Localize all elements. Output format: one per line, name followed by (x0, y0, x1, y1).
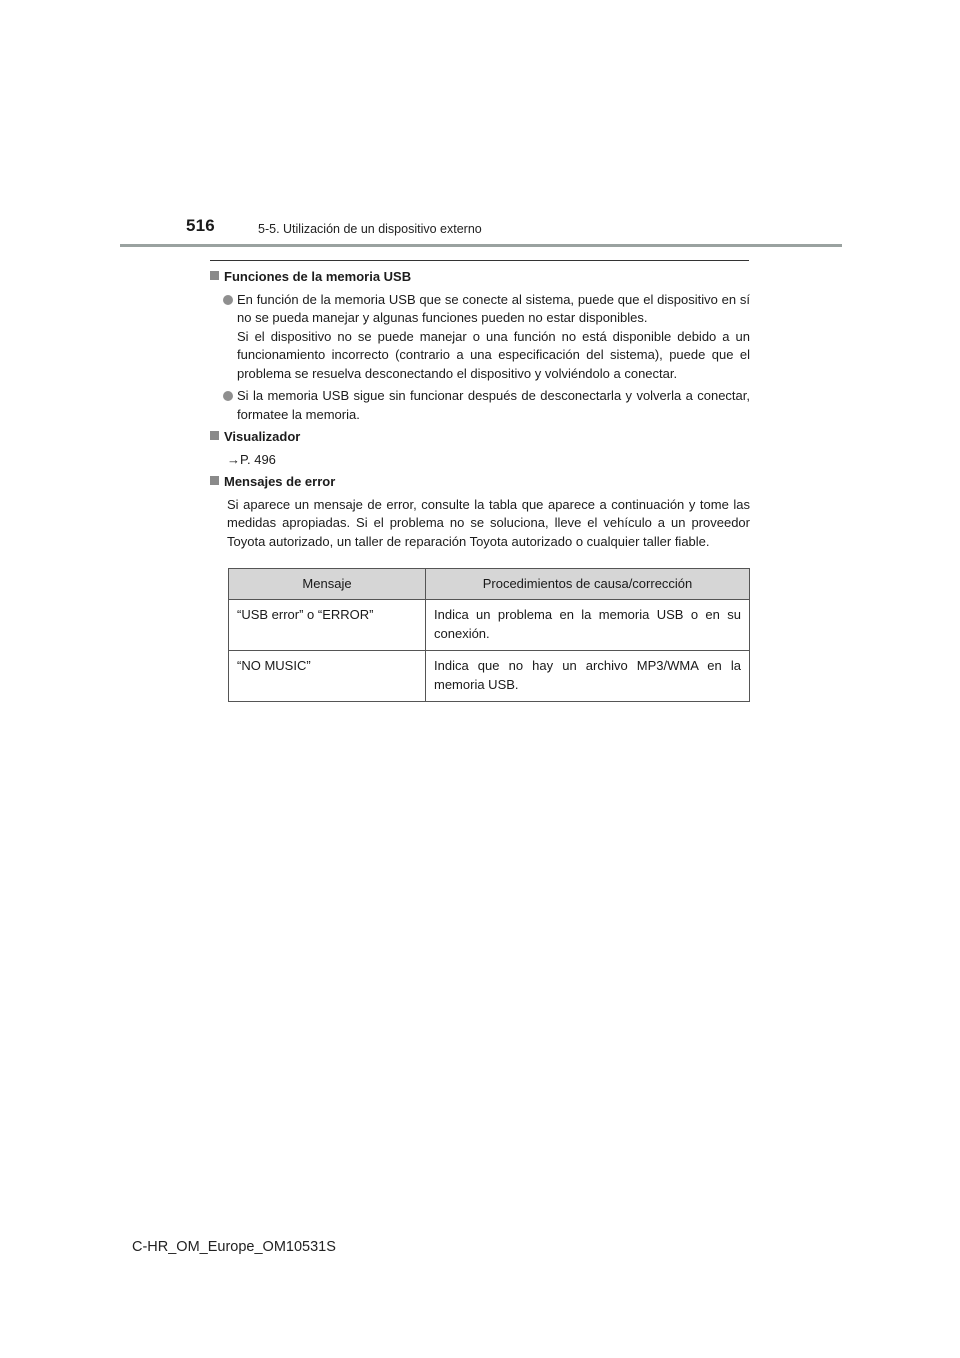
bullet-paragraph: En función de la memoria USB que se conecte al sistema, puede que el dispositivo en sí no se pueda manejar y algunas funciones pueden no estar disponibles. (237, 291, 750, 325)
page-number: 516 (186, 216, 215, 235)
square-bullet-icon (210, 271, 219, 280)
bullet-text: Si la memoria USB sigue sin funcionar después de desconectarla y volverla a conectar, formatee la memoria. (237, 388, 750, 422)
topic-display (210, 428, 750, 447)
square-bullet-icon (210, 476, 219, 485)
topic-title: Funciones de la memoria USB (224, 269, 412, 284)
table-cell-message: “NO MUSIC” (229, 651, 426, 702)
page-reference: →P. 496 (227, 451, 276, 467)
topic-title: Mensajes de error (224, 474, 336, 489)
bullet-item (210, 387, 750, 424)
bullet-paragraph: Si el dispositivo no se puede manejar o una función no está disponible debido a un funcionamiento incorrecto (contrario a una especificación del sistema), puede que el problema se resuelva desconectando el dispositivo y volviéndolo a conectar. (237, 328, 750, 381)
header-divider (120, 244, 842, 247)
topic-usb-functions (210, 268, 750, 287)
content-body (210, 264, 750, 551)
content-divider (210, 260, 749, 261)
table-header-row (229, 569, 750, 600)
topic-title: Visualizador (224, 429, 301, 444)
bullet-item (210, 291, 750, 384)
error-intro-text: Si aparece un mensaje de error, consulte la tabla que aparece a continuación y tome las medidas apropiadas. Si el problema no se soluciona, lleve el vehículo a un proveedor Toyota autorizado, un taller de reparación Toyota autorizado o cualquier taller fiable. (227, 496, 750, 549)
table-row (229, 600, 750, 651)
circle-bullet-icon (223, 295, 233, 305)
table-cell-procedure: Indica que no hay un archivo MP3/WMA en la memoria USB. (426, 651, 750, 702)
document-id-footer: C-HR_OM_Europe_OM10531S (132, 1239, 336, 1255)
table-cell-procedure: Indica un problema en la memoria USB o en su conexión. (426, 600, 750, 651)
bullet-text (237, 291, 750, 384)
square-bullet-icon (210, 431, 219, 440)
table-cell-message: “USB error” o “ERROR” (229, 600, 426, 651)
circle-bullet-icon (223, 391, 233, 401)
table-row (229, 651, 750, 702)
table-header-message: Mensaje (229, 569, 426, 600)
section-header: 5-5. Utilización de un dispositivo externo (258, 222, 482, 236)
error-message-table (228, 568, 750, 702)
topic-error-messages (210, 473, 750, 492)
table-header-procedure: Procedimientos de causa/corrección (426, 569, 750, 600)
